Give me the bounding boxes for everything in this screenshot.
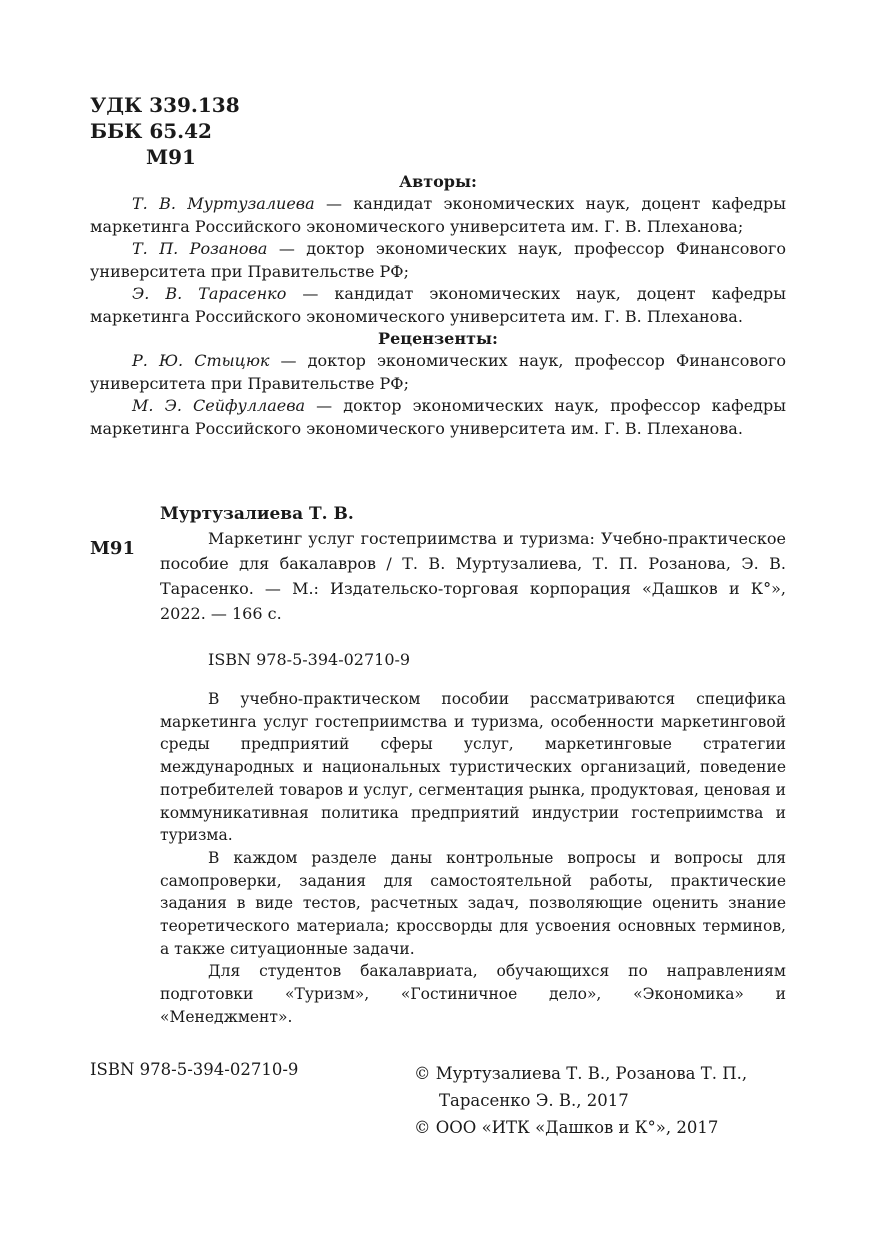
author-name: Э. В. Тарасенко [132,284,287,303]
author-desc: — доктор экономических наук, профессор Финансового университета при Правительстве РФ; [90,239,787,281]
reviewer-entry [90,350,786,395]
copyright-publisher: © ООО «ИТК «Дашков и К°», 2017 [414,1118,719,1137]
author-desc: — кандидат экономических наук, доцент кафедры маркетинга Российского экономического университета им. Г. В. Плеханова; [90,194,786,236]
author-name: Т. П. Розанова [132,239,268,258]
reviewer-entry [90,395,786,440]
annotation [160,688,786,1029]
record-mark: М91 [90,538,135,559]
authors-heading: Авторы: [399,172,477,191]
author-entry [90,238,786,283]
authors-list [90,193,786,328]
record-author: Муртузалиева Т. В. [160,504,354,524]
reviewer-desc: — доктор экономических наук, профессор Финансового университета при Правительстве РФ; [90,351,787,393]
reviewer-name: М. Э. Сейфуллаева [132,396,306,415]
udk-code: УДК 339.138 [90,93,240,117]
copyright-authors: © Муртузалиева Т. В., Розанова Т. П., [414,1064,748,1083]
footer-isbn: ISBN 978-5-394-02710-9 [90,1060,299,1079]
copyright-block [414,1060,747,1141]
reviewers-heading: Рецензенты: [378,329,498,348]
bbk-code: ББК 65.42 [90,119,212,143]
annotation-paragraph: В каждом разделе даны контрольные вопросы и вопросы для самопроверки, задания для самостоятельной работы, практические задания в виде тестов, расчетных задач, позволяющие оценить знание теоретического материала; кроссворды для усвоения основных терминов, а также ситуационные задачи. [160,848,786,958]
record-description [160,526,786,626]
description-text: Маркетинг услуг гостеприимства и туризма: Учебно-практическое пособие для бакалавров / Т. В. Муртузалиева, Т. П. Розанова, Э. В. Тарасенко. — М.: Издательско-торговая корпорация «Дашков и К°», 2022. — 166 с. [160,529,786,623]
author-name: Т. В. Муртузалиева [132,194,315,213]
author-desc: — кандидат экономических наук, доцент кафедры маркетинга Российского экономического университета им. Г. В. Плеханова. [90,284,786,326]
reviewer-desc: — доктор экономических наук, профессор кафедры маркетинга Российского экономического университета им. Г. В. Плеханова. [90,396,786,438]
copyright-authors-cont: Тарасенко Э. В., 2017 [439,1091,629,1110]
reviewer-name: Р. Ю. Стыцюк [132,351,270,370]
annotation-paragraph: Для студентов бакалавриата, обучающихся по направлениям подготовки «Туризм», «Гостиничное дело», «Экономика» и «Менеджмент». [160,962,786,1026]
annotation-paragraph: В учебно-практическом пособии рассматриваются специфика маркетинга услуг гостеприимства и туризма, особенности маркетинговой среды предприятий сферы услуг, маркетинговые стратегии международных и национальных туристических организаций, поведение потребителей товаров и услуг, сегментация рынка, продуктовая, ценовая и коммуникативная политика предприятий индустрии гостеприимства и туризма. [160,690,786,845]
author-mark: М91 [146,145,196,169]
record-isbn: ISBN 978-5-394-02710-9 [208,650,411,669]
classification-codes [90,92,240,170]
author-entry [90,283,786,328]
author-entry [90,193,786,238]
reviewers-list [90,350,786,440]
